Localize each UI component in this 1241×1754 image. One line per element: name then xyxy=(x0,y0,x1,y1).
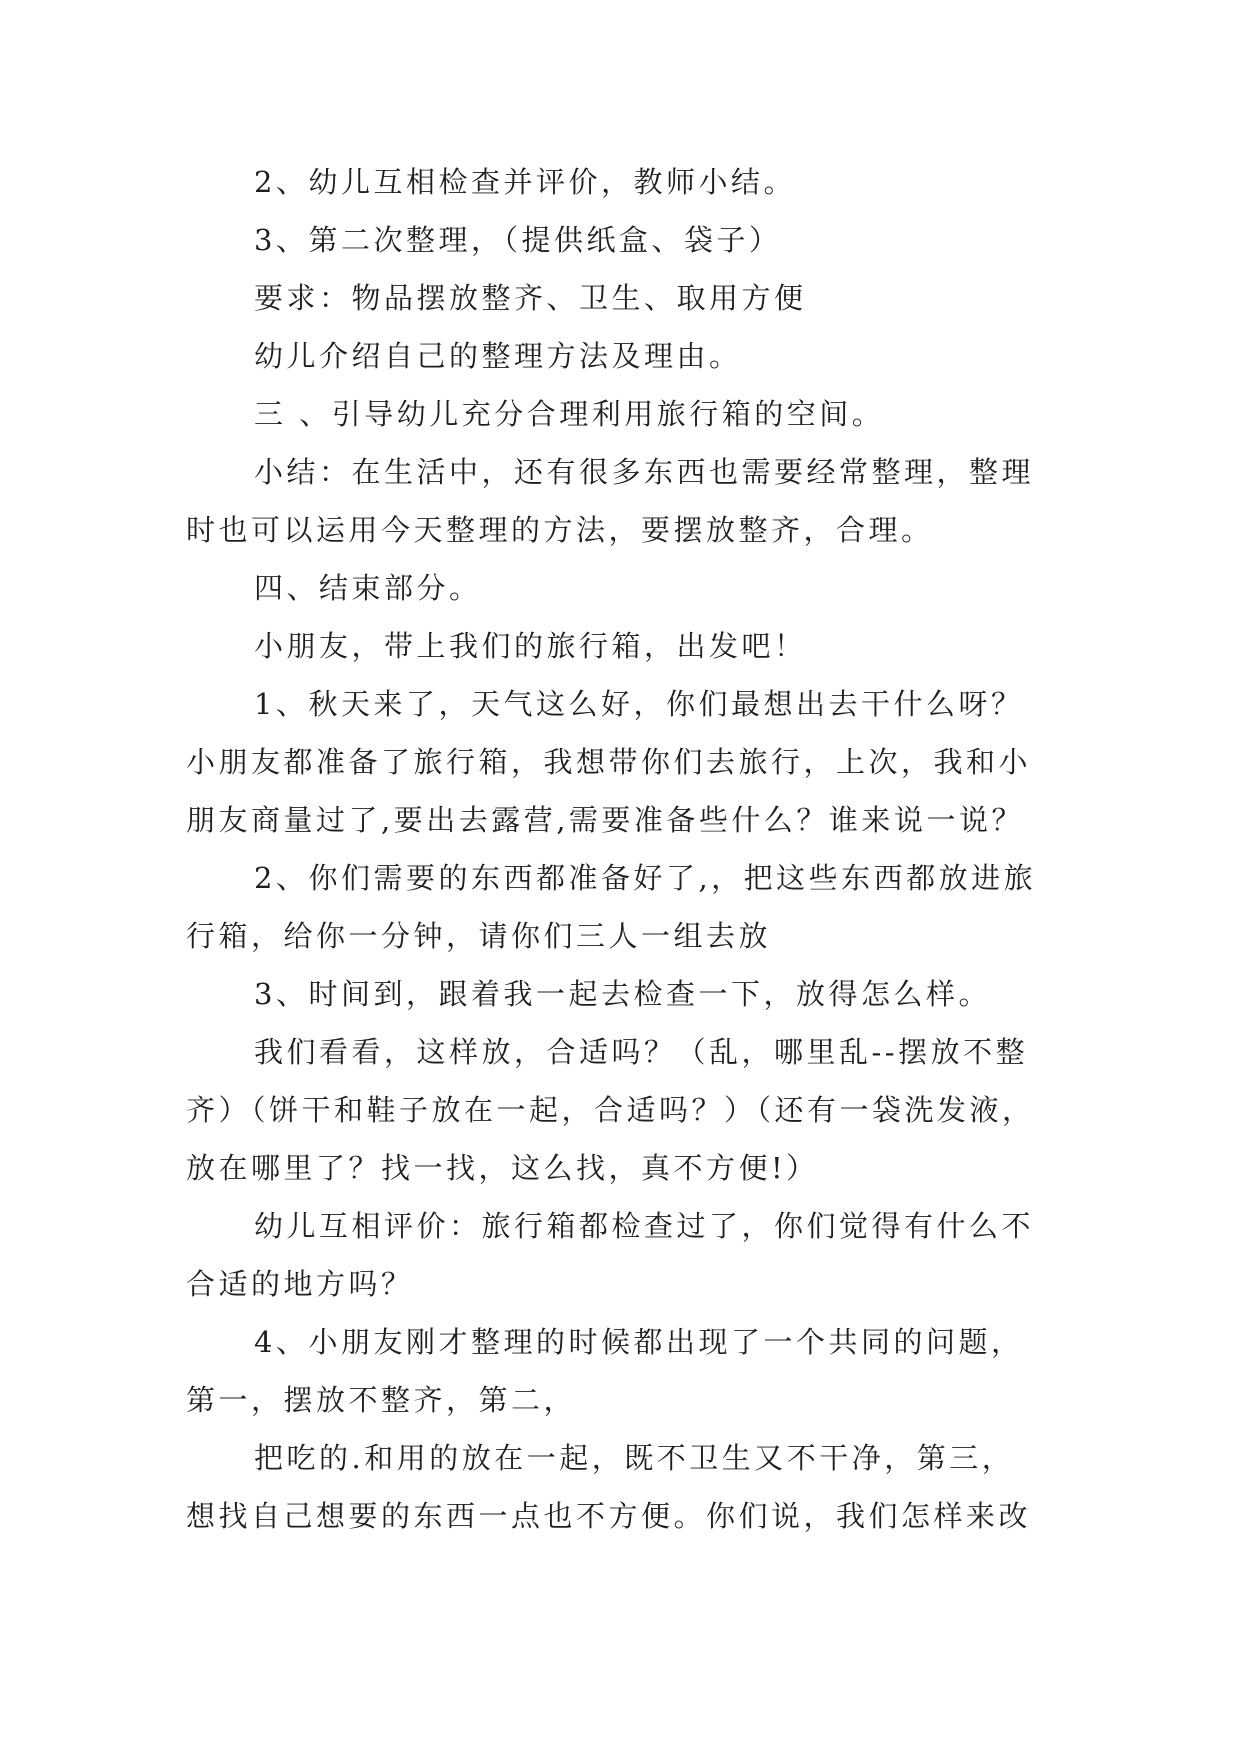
text-line: 行箱，给你一分钟，请你们三人一组去放 xyxy=(186,919,772,953)
text-line: 把吃的.和用的放在一起，既不卫生又不干净，第三， xyxy=(254,1441,1015,1475)
text-line: 齐）（饼干和鞋子放在一起，合适吗？）（还有一袋洗发液， xyxy=(186,1093,1035,1127)
text-line: 我们看看，这样放，合适吗？（乱，哪里乱--摆放不整 xyxy=(254,1035,1029,1069)
text-line: 小结：在生活中，还有很多东西也需要经常整理，整理 xyxy=(254,455,1035,489)
text-line: 1、秋天来了，天气这么好，你们最想出去干什么呀？ xyxy=(254,687,1024,721)
text-line: 幼儿介绍自己的整理方法及理由。 xyxy=(254,339,742,373)
text-line: 想找自己想要的东西一点也不方便。你们说，我们怎样来改 xyxy=(186,1499,1032,1533)
document-body xyxy=(186,153,1046,1545)
text-line: 第一，摆放不整齐，第二， xyxy=(186,1383,577,1417)
text-line: 小朋友，带上我们的旅行箱，出发吧！ xyxy=(254,629,807,663)
text-line: 合适的地方吗？ xyxy=(186,1267,414,1301)
text-line: 2、你们需要的东西都准备好了,，把这些东西都放进旅 xyxy=(254,861,1037,895)
text-line: 4、小朋友刚才整理的时候都出现了一个共同的问题， xyxy=(254,1325,1024,1359)
text-line: 放在哪里了？找一找，这么找，真不方便!） xyxy=(186,1151,819,1185)
text-line: 要求：物品摆放整齐、卫生、取用方便 xyxy=(254,281,807,315)
text-line: 时也可以运用今天整理的方法，要摆放整齐，合理。 xyxy=(186,513,934,547)
text-line: 幼儿互相评价：旅行箱都检查过了，你们觉得有什么不 xyxy=(254,1209,1035,1243)
text-line: 小朋友都准备了旅行箱，我想带你们去旅行，上次，我和小 xyxy=(186,745,1032,779)
text-line: 3、第二次整理，（提供纸盒、袋子） xyxy=(254,223,782,257)
section-heading: 四、结束部分。 xyxy=(254,571,482,605)
text-line: 朋友商量过了,要出去露营,需要准备些什么？谁来说一说？ xyxy=(186,803,1024,837)
text-line: 2、幼儿互相检查并评价，教师小结。 xyxy=(254,165,796,199)
text-line: 3、时间到，跟着我一起去检查一下，放得怎么样。 xyxy=(254,977,991,1011)
section-heading: 三 、引导幼儿充分合理利用旅行箱的空间。 xyxy=(254,397,885,431)
